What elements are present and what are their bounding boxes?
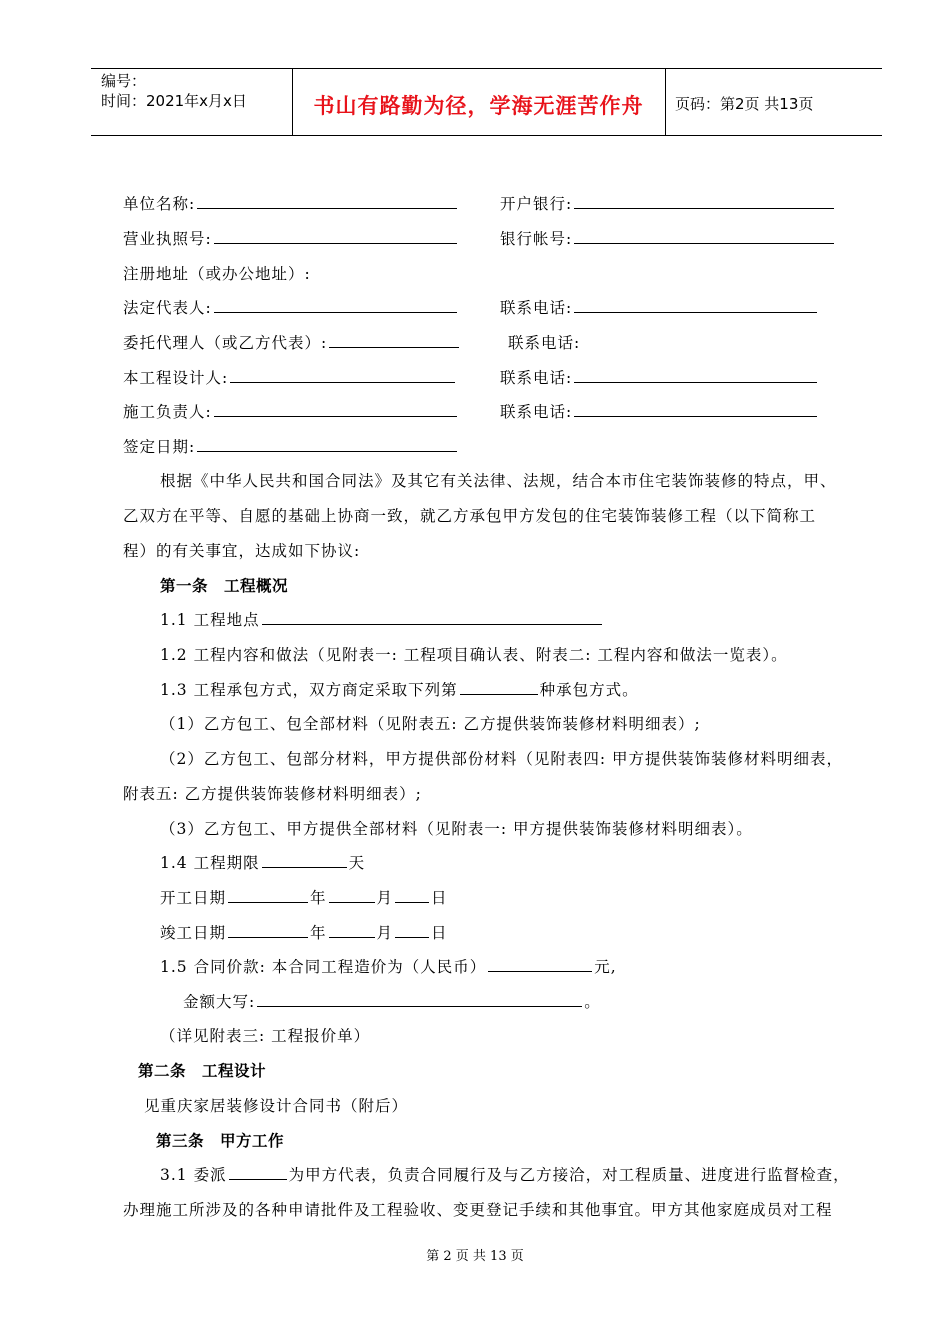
day-unit: 日 — [431, 889, 448, 907]
day-unit: 日 — [431, 924, 448, 942]
year-unit: 年 — [310, 889, 327, 907]
page-label: 页码：第2页 共13页 — [675, 95, 814, 113]
phone3-blank[interactable] — [574, 367, 817, 383]
article-1-title: 第一条 工程概况 — [160, 577, 289, 595]
sign-date-label: 签定日期: — [123, 438, 196, 456]
designer-label: 本工程设计人: — [123, 369, 229, 387]
license-blank[interactable] — [214, 228, 457, 244]
end-year-blank[interactable] — [228, 922, 308, 938]
phone4-blank[interactable] — [574, 401, 817, 417]
article-2-text: 见重庆家居装修设计合同书（附后） — [144, 1097, 409, 1115]
clause-3-1-line-2: 办理施工所涉及的各种申请批件及工程验收、变更登记手续和其他事宜。甲方其他家庭成员对工程 — [123, 1201, 833, 1219]
yuan-unit: 元, — [594, 958, 617, 976]
bank-row — [500, 193, 836, 215]
phone4-label: 联系电话: — [500, 403, 573, 421]
sign-date-blank[interactable] — [197, 436, 457, 452]
clause-1-3-end: 种承包方式。 — [539, 681, 639, 699]
intro-line-3: 程）的有关事宜，达成如下协议: — [123, 542, 361, 560]
amount-end: 。 — [584, 993, 601, 1011]
end-date-label: 竣工日期 — [160, 924, 227, 942]
sign-date-row — [123, 436, 459, 458]
motto: 书山有路勤为径，学海无涯苦作舟 — [313, 94, 644, 118]
clause-3-1-cont: 为甲方代表，负责合同履行及与乙方接洽，对工程质量、进度进行监督检查， — [288, 1166, 850, 1184]
bank-label: 开户银行: — [500, 195, 573, 213]
representative-blank[interactable] — [229, 1164, 287, 1180]
agent-label: 委托代理人（或乙方代表）: — [123, 334, 328, 352]
page-footer: 第 2 页 共 13 页 — [426, 1249, 524, 1264]
phone3-label: 联系电话: — [500, 369, 573, 387]
clause-1-5-row — [160, 956, 617, 978]
month-unit: 月 — [376, 924, 394, 942]
clause-1-5-text: 1.5 合同价款: 本合同工程造价为（人民币） — [160, 958, 487, 976]
clause-1-1-label: 1.1 工程地点 — [160, 611, 260, 629]
detail-note: （详见附表三: 工程报价单） — [160, 1027, 371, 1045]
clause-1-3-text: 1.3 工程承包方式，双方商定采取下列第 — [160, 681, 458, 699]
header-top-rule — [91, 68, 882, 69]
mode-blank[interactable] — [460, 679, 538, 695]
legal-rep-blank[interactable] — [214, 297, 457, 313]
clause-3-1-row — [160, 1164, 850, 1186]
phone1-label: 联系电话: — [500, 299, 573, 317]
end-date-row — [160, 922, 448, 944]
year-unit: 年 — [310, 924, 327, 942]
option-1: （1）乙方包工、包全部材料（见附表五: 乙方提供装饰装修材料明细表）; — [160, 715, 701, 733]
start-day-blank[interactable] — [395, 887, 429, 903]
account-label: 银行帐号: — [500, 230, 573, 248]
phone2-label: 联系电话: — [508, 334, 581, 352]
legal-rep-row — [123, 297, 459, 319]
option-2-line-1: （2）乙方包工、包部分材料，甲方提供部份材料（见附表四: 甲方提供装饰装修材料明细表， — [160, 750, 844, 768]
phone1-row — [500, 297, 819, 319]
amount-words-blank[interactable] — [257, 991, 582, 1007]
start-year-blank[interactable] — [228, 887, 308, 903]
intro-line-2: 乙双方在平等、自愿的基础上协商一致，就乙方承包甲方发包的住宅装饰装修工程（以下简称工 — [123, 507, 817, 525]
bank-blank[interactable] — [574, 193, 834, 209]
clause-1-3-row — [160, 679, 639, 701]
article-2-title: 第二条 工程设计 — [138, 1062, 267, 1080]
designer-blank[interactable] — [230, 367, 455, 383]
site-blank[interactable] — [262, 609, 602, 625]
header-bottom-rule — [91, 135, 882, 136]
days-unit: 天 — [348, 854, 366, 872]
start-date-label: 开工日期 — [160, 889, 227, 907]
account-row — [500, 228, 836, 250]
phone1-blank[interactable] — [574, 297, 817, 313]
unit-name-label: 单位名称: — [123, 195, 196, 213]
amount-row — [183, 991, 601, 1013]
end-month-blank[interactable] — [329, 922, 375, 938]
time-label: 时间：2021年x月x日 — [101, 92, 247, 110]
manager-label: 施工负责人: — [123, 403, 212, 421]
option-2-line-2: 附表五: 乙方提供装饰装修材料明细表）; — [123, 785, 422, 803]
manager-row — [123, 401, 459, 423]
month-unit: 月 — [376, 889, 394, 907]
end-day-blank[interactable] — [395, 922, 429, 938]
designer-row — [123, 367, 457, 389]
duration-blank[interactable] — [262, 852, 347, 868]
serial-label: 编号： — [101, 72, 147, 90]
clause-1-4-text: 1.4 工程期限 — [160, 854, 260, 872]
option-3: （3）乙方包工、甲方提供全部材料（见附表一: 甲方提供装饰装修材料明细表）。 — [160, 820, 753, 838]
account-blank[interactable] — [574, 228, 834, 244]
unit-name-blank[interactable] — [197, 193, 457, 209]
unit-name-row — [123, 193, 459, 215]
clause-3-1-text: 3.1 委派 — [160, 1166, 227, 1184]
price-blank[interactable] — [488, 956, 592, 972]
clause-1-1-row — [160, 609, 604, 631]
start-month-blank[interactable] — [329, 887, 375, 903]
agent-blank[interactable] — [329, 332, 459, 348]
article-3-title: 第三条 甲方工作 — [156, 1132, 285, 1150]
license-row — [123, 228, 459, 250]
header-divider-right — [665, 68, 666, 136]
address-label: 注册地址（或办公地址）: — [123, 265, 311, 283]
license-label: 营业执照号: — [123, 230, 212, 248]
phone4-row — [500, 401, 819, 423]
clause-1-2: 1.2 工程内容和做法（见附表一: 工程项目确认表、附表二: 工程内容和做法一览表）。 — [160, 646, 788, 664]
start-date-row — [160, 887, 448, 909]
agent-row — [123, 332, 461, 354]
clause-1-4-row — [160, 852, 365, 874]
manager-blank[interactable] — [214, 401, 457, 417]
phone3-row — [500, 367, 819, 389]
amount-label: 金额大写: — [183, 993, 256, 1011]
legal-rep-label: 法定代表人: — [123, 299, 212, 317]
intro-line-1: 根据《中华人民共和国合同法》及其它有关法律、法规，结合本市住宅装饰装修的特点，甲、 — [160, 472, 837, 490]
